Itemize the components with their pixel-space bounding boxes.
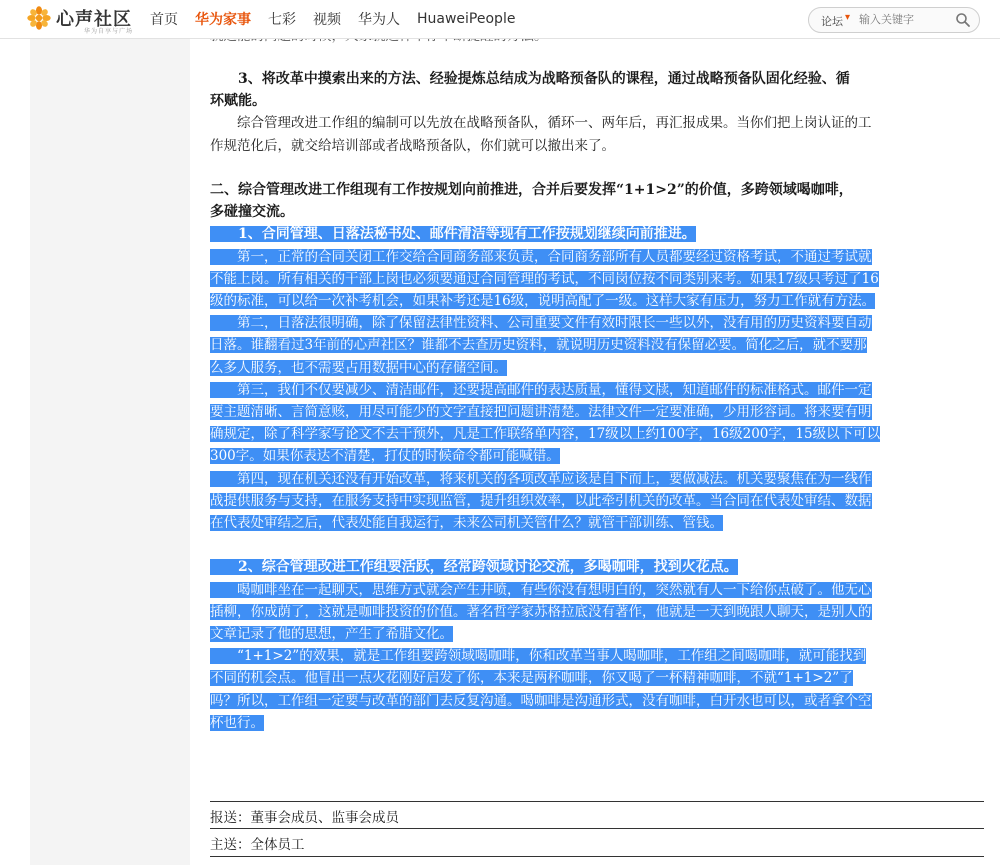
paragraph-line	[210, 468, 872, 490]
line-text: 2、综合管理改进工作组要活跃，经常跨领域讨论交流，多喝咖啡，找到火花点。	[210, 559, 738, 576]
nav-item[interactable]: 视频	[313, 12, 341, 28]
divider-bottom	[210, 856, 984, 857]
line-text: 第四，现在机关还没有开始改革，将来机关的各项改革应该是自下而上，要做减法。机关要聚焦在为一线作	[210, 470, 872, 487]
search-input[interactable]	[859, 11, 949, 27]
chevron-down-icon[interactable]: ▾	[845, 12, 851, 23]
nav-item[interactable]: 首页	[150, 12, 178, 28]
line-text: 二、综合管理改进工作组现有工作按规划向前推进，合并后要发挥“1+1>2”的价值，多跨领域喝咖啡，	[210, 182, 853, 198]
section-heading-line	[210, 223, 696, 245]
line-text: 第三，我们不仅要减少、清洁邮件，还要提高邮件的表达质量，懂得文牍，知道邮件的标准格式。邮件一定	[210, 381, 872, 398]
logo-text: 心声社区	[56, 9, 132, 30]
line-text: 多碰撞交流。	[210, 204, 294, 221]
line-text: 不同的机会点。他冒出一点火花刚好启发了你，本来是两杯咖啡，你又喝了一杯精神咖啡，不就“1+1>2”了	[210, 670, 853, 687]
line-text: 不能上岗。所有相关的干部上岗也必须要通过合同管理的考试，不同岗位按不同类别来考。如果17级只考过了16	[210, 270, 879, 287]
line-text: 级的标准，可以给一次补考机会，如果补考还是16级，说明高配了一级。这样大家有压力，努力工作就有方法。	[210, 293, 876, 309]
logo-flower-icon	[26, 6, 52, 30]
paragraph-line	[210, 445, 560, 467]
line-text: 第二，日落法很明确，除了保留法律性资料、公司重要文件有效时限长一些以外，没有用的历史资料要自动	[210, 315, 872, 332]
line-text: 1、合同管理、日落法秘书处、邮件清洁等现有工作按规划继续向前推进。	[210, 226, 696, 243]
section-heading-line	[210, 556, 738, 578]
main-nav	[150, 0, 532, 38]
line-text: 3、将改革中摸索出来的方法、经验提炼总结成为战略预备队的课程，通过战略预备队固化经验、循	[210, 71, 850, 87]
section-heading-line	[210, 201, 294, 223]
paragraph-line	[210, 690, 872, 712]
line-text: 插柳，你成荫了，这就是咖啡投资的价值。著名哲学家苏格拉底没有著作，他就是一天到晚跟人聊天，是别人的	[210, 603, 872, 620]
paragraph-line	[210, 601, 872, 623]
nav-item[interactable]: HuaweiPeople	[417, 11, 516, 27]
paragraph-line	[210, 401, 872, 423]
search-icon[interactable]	[955, 12, 971, 28]
paragraph-line	[210, 423, 880, 445]
paragraph-line	[210, 490, 872, 512]
line-text: 文章记录了他的思想，产生了希腊文化。	[210, 626, 453, 642]
line-text: 日落。谁翻看过3年前的心声社区？谁都不去查历史资料，就说明历史资料没有保留必要。简化之后，就不要那	[210, 337, 867, 354]
paragraph-line	[210, 645, 866, 667]
divider-top	[210, 801, 984, 802]
search-scope-select[interactable]: 论坛	[821, 15, 843, 28]
line-text: 么多人服务，也不需要占用数据中心的存储空间。	[210, 359, 507, 376]
line-text: 吗？所以，工作组一定要与改革的部门去反复沟通。喝咖啡是沟通形式，没有咖啡，白开水也可以，或者拿个空	[210, 692, 872, 709]
paragraph-line	[210, 290, 875, 312]
paragraph-line	[210, 712, 264, 734]
paragraph-line	[210, 667, 853, 689]
distribute-to-line: 主送：全体员工	[210, 837, 305, 853]
article-body	[210, 0, 984, 865]
line-text: 第一，正常的合同关闭工作交给合同商务部来负责，合同商务部所有人员都要经过资格考试，不通过考试就	[210, 248, 872, 265]
line-text: 综合管理改进工作组的编制可以先放在战略预备队，循环一、两年后，再汇报成果。当你们把上岗认证的工	[210, 115, 872, 132]
paragraph-line	[210, 135, 615, 157]
line-text: 确规定，除了科学家写论文不去干预外，凡是工作联络单内容，17级以上约100字，16级200字，15级以下可以	[210, 426, 881, 443]
divider-middle	[210, 828, 984, 829]
line-text: 环赋能。	[210, 93, 266, 110]
paragraph-line	[210, 357, 507, 379]
paragraph-line	[210, 623, 453, 645]
paragraph-line	[210, 379, 872, 401]
paragraph-line	[210, 268, 879, 290]
section-heading-line	[210, 90, 266, 112]
left-sidebar-gutter	[30, 38, 190, 865]
top-navigation-bar	[0, 0, 1000, 39]
paragraph-line	[210, 579, 872, 601]
section-heading-line	[210, 179, 853, 201]
line-text: 喝咖啡坐在一起聊天，思维方式就会产生井喷，有些你没有想明白的，突然就有人一下给你点破了。他无心	[210, 581, 872, 598]
nav-item[interactable]: 华为家事	[195, 12, 251, 28]
paragraph-line	[210, 334, 867, 356]
line-text: 要主题清晰、言简意赅，用尽可能少的文字直接把问题讲清楚。法律文件一定要准确，少用形容词。将来要有明	[210, 404, 872, 420]
site-logo[interactable]	[26, 4, 136, 34]
nav-item[interactable]: 七彩	[268, 12, 296, 28]
line-text: 战提供服务与支持，在服务支持中实现监管，提升组织效率，以此牵引机关的改革。当合同在代表处审结、数据	[210, 492, 872, 509]
line-text: 作规范化后，就交给培训部或者战略预备队，你们就可以撤出来了。	[210, 137, 615, 154]
line-text: “1+1>2”的效果，就是工作组要跨领域喝咖啡，你和改革当事人喝咖啡，工作组之间喝咖啡，就可能找到	[210, 648, 867, 665]
search-box	[808, 7, 980, 33]
nav-item[interactable]: 华为人	[358, 12, 400, 28]
line-text: 300字。如果你表达不清楚，打仗的时候命令都可能喊错。	[210, 448, 560, 465]
logo-subtitle: 华为自享与广场	[84, 28, 134, 35]
paragraph-line	[210, 512, 723, 534]
section-heading-line	[210, 68, 850, 90]
paragraph-line	[210, 312, 872, 334]
line-text: 杯也行。	[210, 714, 264, 731]
paragraph-line	[210, 246, 872, 268]
paragraph-line	[210, 112, 872, 134]
line-text: 在代表处审结之后，代表处能自我运行，未来公司机关管什么？就管干部训练、管钱。	[210, 515, 723, 531]
report-to-line: 报送：董事会成员、监事会成员	[210, 810, 399, 826]
